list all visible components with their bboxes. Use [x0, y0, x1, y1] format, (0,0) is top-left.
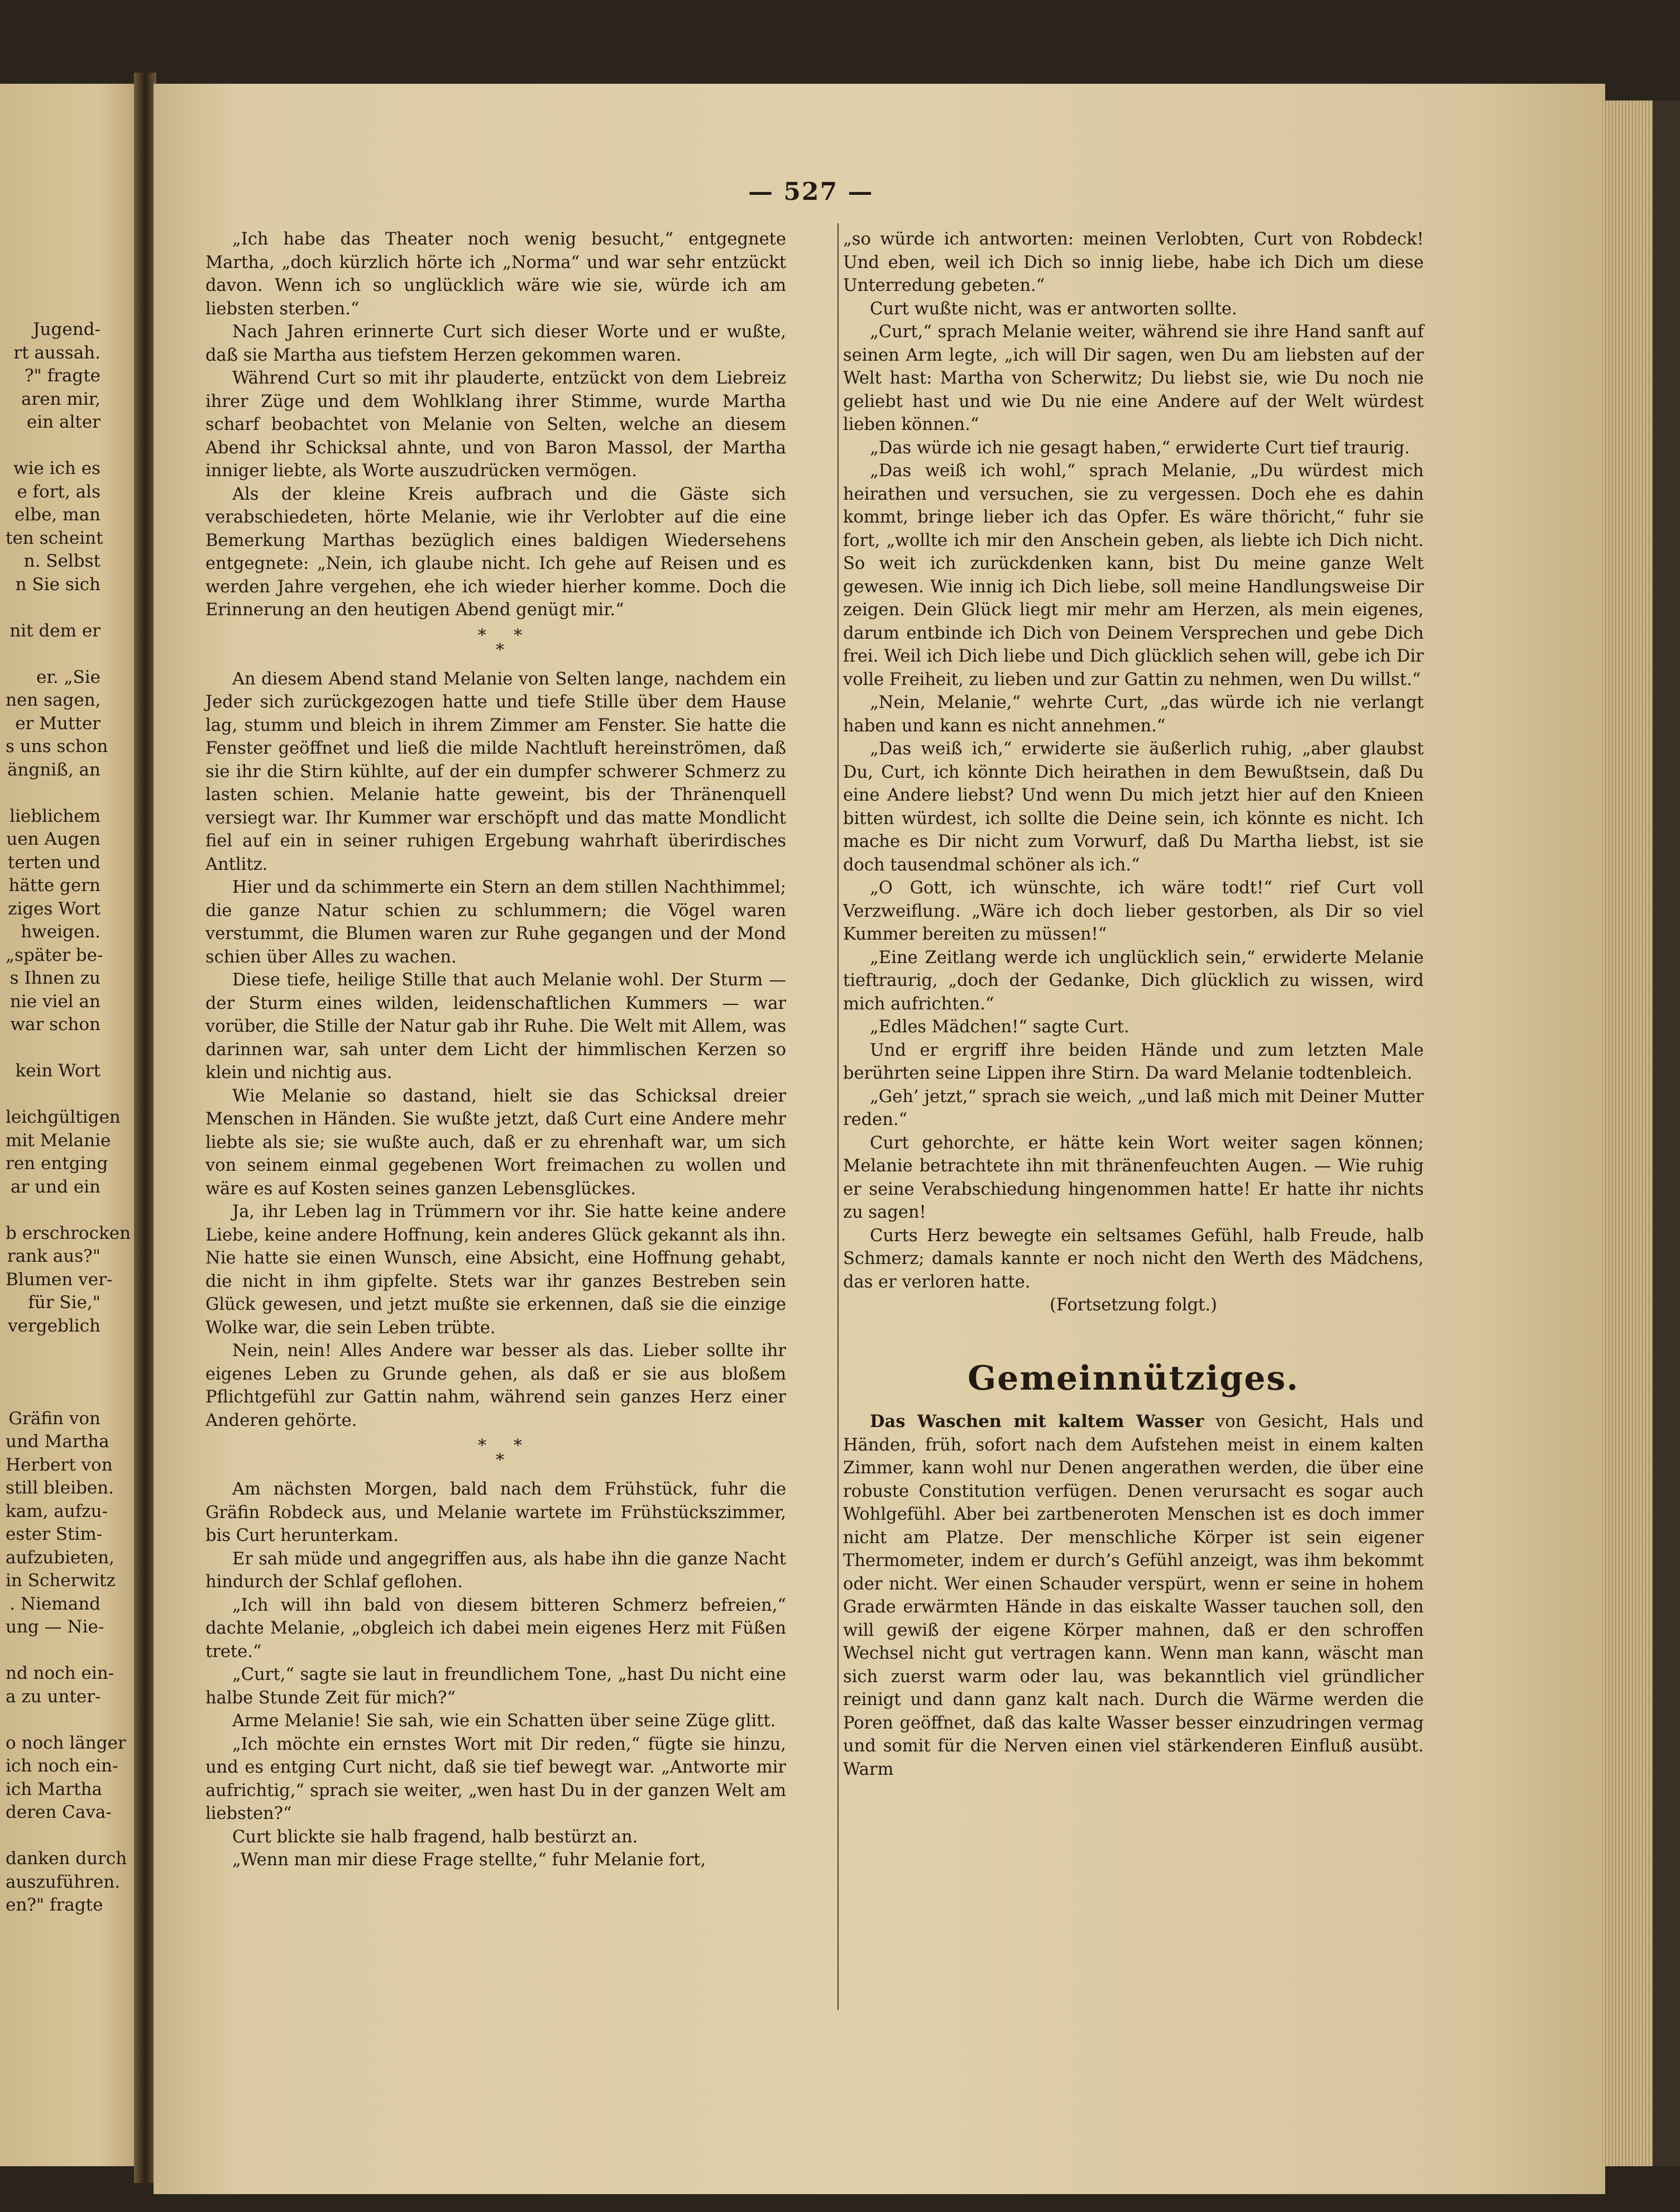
- paragraph: Curt gehorchte, er hätte kein Wort weiter sagen können; Melanie betrachtete ihn mit thränenfeuchten Augen. — Wie ruhig er seine Verabschiedung hingenommen hatte! Er hatte ihr nichts zu sagen!: [843, 1133, 1424, 1222]
- left-page-fragment-line: ziges Wort: [8, 898, 100, 919]
- section-break-stars: * * *: [478, 1436, 522, 1470]
- left-page-fragment-line: hweigen.: [21, 922, 100, 942]
- left-page-fragment-line: ein alter: [26, 412, 100, 432]
- left-page-fragment-line: ren entging: [6, 1153, 108, 1174]
- left-page-fragment-line: ich noch ein-: [6, 1756, 118, 1776]
- paragraph: „Wenn man mir diese Frage stellte,“ fuhr Melanie fort,: [232, 1850, 706, 1870]
- paragraph: „Das weiß ich wohl,“ sprach Melanie, „Du würdest mich heirathen und versuchen, sie zu vergessen. Doch ehe es dahin kommt, bringe lieber ich das Opfer. Es wäre thöricht,“ fuhr sie fort, „wollte ich mir den Anschein geben, als liebte ich Dich nicht. So weit ich zurückdenken kann, bist Du meine ganze Welt gewesen. Wie innig ich Dich liebe, soll meine Handlungsweise Dir zeigen. Dein Glück liegt mir mehr am Herzen, als mein eigenes, darum entbinde ich Dich von Deinem Versprechen und gebe Dich frei. Weil ich Dich liebe und Dich glücklich sehen will, gebe ich Dir volle Freiheit, zu lieben und zur Gattin zu nehmen, wen Du willst.“: [843, 461, 1424, 690]
- section-heading: Gemeinnütziges.: [967, 1358, 1300, 1398]
- left-page-fragment-line: [6, 1199, 100, 1222]
- left-page-fragment-line: nen sagen,: [6, 690, 101, 710]
- paragraph: „Das würde ich nie gesagt haben,“ erwiderte Curt tief traurig.: [870, 438, 1410, 458]
- left-page-fragment-line: ten scheint: [6, 528, 103, 548]
- left-page-fragment-line: [6, 1825, 100, 1848]
- left-page-fragment-line: [6, 1037, 100, 1060]
- column-divider: [837, 223, 839, 2010]
- left-page-fragment-line: Herbert von: [6, 1454, 113, 1475]
- left-page: [0, 84, 140, 2166]
- paragraph: „so würde ich antworten: meinen Verlobten, Curt von Robdeck! Und eben, weil ich Dich so innig liebe, habe ich Dich um diese Unterredung gebeten.“: [843, 229, 1424, 295]
- left-page-fragment-line: ängniß, an: [7, 759, 100, 780]
- article-lead: Das Waschen mit kaltem Wasser: [870, 1411, 1204, 1431]
- left-page-fragment-line: danken durch: [6, 1849, 127, 1869]
- left-page-fragment-line: deren Cava-: [6, 1802, 112, 1822]
- paragraph: Er sah müde und angegriffen aus, als habe ihn die ganze Nacht hindurch der Schlaf geflohen.: [205, 1549, 786, 1592]
- paragraph: Hier und da schimmerte ein Stern an dem stillen Nachthimmel; die ganze Natur schien zu schlummern; die Vögel waren verstummt, die Blumen waren zur Ruhe gegangen und der Mond schien über Alles zu wachen.: [205, 878, 786, 967]
- left-page-fragment-line: war schon: [10, 1014, 100, 1035]
- left-page-fragment-line: en?" fragte: [6, 1895, 103, 1915]
- left-page-fragment-line: mit Melanie: [6, 1130, 111, 1151]
- left-page-fragment-line: n. Selbst: [23, 551, 100, 571]
- left-page-fragment-line: rt aussah.: [13, 342, 100, 363]
- paragraph: Am nächsten Morgen, bald nach dem Frühstück, fuhr die Gräfin Robdeck aus, und Melanie wartete im Frühstückszimmer, bis Curt herunterkam.: [205, 1480, 786, 1545]
- left-page-fragment-line: b erschrocken: [6, 1223, 131, 1243]
- paragraph: „Curt,“ sagte sie laut in freundlichem Tone, „hast Du nicht eine halbe Stunde Zeit für mich?“: [205, 1665, 786, 1708]
- left-page-fragment-line: [6, 643, 100, 666]
- paragraph: Curt wußte nicht, was er antworten sollte.: [870, 299, 1237, 319]
- paragraph: „Edles Mädchen!“ sagte Curt.: [870, 1017, 1129, 1037]
- text-column-right: [843, 228, 1424, 1781]
- left-page-fragment-line: und Martha: [6, 1431, 109, 1452]
- left-page-fragment-line: [6, 1083, 100, 1107]
- left-page-fragment-line: lieblichem: [9, 806, 100, 826]
- paragraph: Nein, nein! Alles Andere war besser als das. Lieber sollte ihr eigenes Leben zu Grunde gehen, als daß er sie aus bloßem Pflichtgefühl zur Gattin nahm, während sein ganzes Herz einer Anderen gehörte.: [205, 1341, 786, 1430]
- left-page-fragment-line: . Niemand: [9, 1593, 100, 1614]
- paragraph: Arme Melanie! Sie sah, wie ein Schatten über seine Züge glitt.: [232, 1711, 776, 1731]
- left-page-fragment-line: elbe, man: [14, 505, 100, 525]
- left-page-fragment-line: [6, 782, 100, 805]
- left-page-fragments: [6, 318, 131, 1917]
- left-page-fragment-line: a zu unter-: [6, 1686, 101, 1707]
- left-page-fragment-line: [6, 1708, 100, 1732]
- left-page-fragment-line: [6, 1639, 100, 1663]
- paragraph: Curts Herz bewegte ein seltsames Gefühl, halb Freude, halb Schmerz; damals kannte er noch nicht den Werth des Mädchens, das er verloren hatte.: [843, 1225, 1424, 1292]
- left-page-fragment-line: rank aus?": [7, 1246, 100, 1266]
- left-page-fragment-line: ester Stim-: [6, 1524, 103, 1544]
- left-page-fragment-line: leichgültigen: [6, 1107, 121, 1127]
- section-break-stars: * * *: [478, 625, 522, 660]
- left-page-fragment-line: e fort, als: [17, 481, 100, 502]
- paragraph: „Geh’ jetzt,“ sprach sie weich, „und laß mich mit Deiner Mutter reden.“: [843, 1086, 1424, 1129]
- page-number: — 527 —: [748, 178, 874, 206]
- left-page-fragment-line: Jugend-: [33, 319, 100, 339]
- paragraph: „Nein, Melanie,“ wehrte Curt, „das würde ich nie verlangt haben und kann es nicht annehmen.“: [843, 693, 1424, 736]
- left-page-fragment-line: nd noch ein-: [6, 1663, 114, 1683]
- left-page-fragment-line: s uns schon: [6, 736, 108, 757]
- left-page-fragment-line: nit dem er: [9, 620, 100, 641]
- paragraph: „Eine Zeitlang werde ich unglücklich sein,“ erwiderte Melanie tieftraurig, „doch der Gedanke, Dich glücklich zu wissen, wird mich aufrichten.“: [843, 947, 1424, 1014]
- left-page-fragment-line: n Sie sich: [15, 574, 100, 595]
- left-page-fragment-line: uen Augen: [6, 829, 100, 849]
- paragraph: Ja, ihr Leben lag in Trümmern vor ihr. Sie hatte keine andere Liebe, keine andere Hoffnung, kein anderes Glück gekannt als ihn. Nie hatte sie einen Wunsch, eine Absicht, eine Hoffnung gehabt, die nicht in ihm gipfelte. Stets war ihr ganzes Bestreben sein Glück gewesen, und jetzt mußte sie erkennen, daß sie die einzige Wolke war, die sein Leben trübte.: [205, 1202, 786, 1338]
- paragraph: Diese tiefe, heilige Stille that auch Melanie wohl. Der Sturm — der Sturm eines wilden, leidenschaftlichen Kummers — war vorüber, die Stille der Natur gab ihr Ruhe. Die Welt mit Allem, was darinnen war, sah unter dem Licht der himmlischen Kerzen so klein und nichtig aus.: [205, 970, 786, 1083]
- book-gutter: [134, 73, 156, 2183]
- left-page-fragment-line: kein Wort: [15, 1061, 100, 1081]
- left-page-fragment-line: [6, 434, 100, 458]
- paragraph: Und er ergriff ihre beiden Hände und zum letzten Male berührten seine Lippen ihre Stirn. Da ward Melanie todtenbleich.: [843, 1040, 1424, 1083]
- left-page-fragment-line: terten und: [7, 852, 100, 873]
- left-page-fragment-line: auszuführen.: [6, 1871, 121, 1892]
- left-page-fragment-line: [6, 1384, 100, 1407]
- paragraph: „Das weiß ich,“ erwiderte sie äußerlich ruhig, „aber glaubst Du, Curt, ich könnte Dich heirathen in dem Bewußtsein, daß Du eine Andere liebst? Und wenn Du mich jetzt hier auf den Knieen bitten würdest, ich sollte die Deine sein, ich könnte es nicht. Ich mache es Dir nicht zum Vorwurf, daß Du Martha liebst, ist sie doch tausendmal schöner als ich.“: [843, 739, 1424, 875]
- paragraph: „O Gott, ich wünschte, ich wäre todt!“ rief Curt voll Verzweiflung. „Wäre ich doch lieber gestorben, als Dir so viel Kummer bereiten zu müssen!“: [843, 878, 1424, 944]
- left-page-fragment-line: „später be-: [6, 945, 103, 965]
- paragraph: „Ich habe das Theater noch wenig besucht,“ entgegnete Martha, „doch kürzlich hörte ich „Norma“ und war sehr entzückt davon. Wenn ich so unglücklich wäre wie sie, würde ich am liebsten sterben.“: [205, 229, 786, 319]
- left-page-fragment-line: hätte gern: [8, 875, 100, 896]
- paragraph: Curt blickte sie halb fragend, halb bestürzt an.: [232, 1827, 638, 1847]
- article-text: von Gesicht, Hals und Händen, früh, sofort nach dem Aufstehen meist in einem kalten Zimmer, kann wohl nur Denen angerathen werden, die über eine robuste Constitution verfügen. Denen verursacht es sogar auch Wohlgefühl. Aber bei zartbeneroten Menschen ist es doch immer nicht am Platze. Der menschliche Körper ist sein eigener Thermometer, indem er durch’s Gefühl anzeigt, was ihm bekommt oder nicht. Wer einen Schauder verspürt, wenn er seine in hohem Grade erwärmten Hände in das eiskalte Wasser tauchen soll, den will gewiß der eigene Körper mahnen, daß er den schroffen Wechsel nicht gut vertragen kann. Wenn man kann, wäscht man sich zuerst warm oder lau, was bekanntlich viel gründlicher reinigt und dann ganz kalt nach. Durch die Wärme werden die Poren geöffnet, daß das kalte Wasser besser einzudringen vermag und somit für die Nerven einen viel stärkenderen Einfluß ausübt. Warm: [843, 1412, 1424, 1779]
- left-page-fragment-line: [6, 596, 100, 620]
- left-page-fragment-line: aufzubieten,: [6, 1547, 114, 1568]
- left-page-fragment-line: s Ihnen zu: [9, 968, 100, 988]
- left-page-fragment-line: wie ich es: [13, 458, 100, 478]
- left-page-fragment-line: er. „Sie: [36, 667, 100, 687]
- left-page-fragment-line: Blumen ver-: [6, 1269, 113, 1290]
- left-page-fragment-line: [6, 1361, 100, 1385]
- left-page-fragment-line: er Mutter: [15, 713, 100, 734]
- left-page-fragment-line: nie viel an: [9, 991, 100, 1012]
- paragraph: An diesem Abend stand Melanie von Selten lange, nachdem ein Jeder sich zurückgezogen hatte und tiefe Stille über dem Hause lag, stumm und bleich in ihrem Zimmer am Fenster. Sie hatte die Fenster geöffnet und ließ die milde Nachtluft hereinströmen, daß sie ihr die Stirn kühlte, auf der ein dumpfer schwerer Schmerz zu lasten schien. Melanie hatte geweint, bis der Thränenquell versiegt war. Ihr Kummer war erschöpft und das matte Mondlicht fiel auf ein in seiner ruhigen Ergebung wahrhaft überirdisches Antlitz.: [205, 669, 786, 874]
- left-page-fragment-line: vergeblich: [8, 1315, 100, 1336]
- text-column-left: [205, 228, 786, 1872]
- paragraph: „Ich möchte ein ernstes Wort mit Dir reden,“ fügte sie hinzu, und es entging Curt nicht, daß sie tief bewegt war. „Antworte mir aufrichtig,“ sprach sie weiter, „wen hast Du in der ganzen Welt am liebsten?“: [205, 1734, 786, 1823]
- left-page-fragment-line: in Scherwitz: [6, 1571, 116, 1591]
- paragraph: „Ich will ihn bald von diesem bitteren Schmerz befreien,“ dachte Melanie, „obgleich ich dabei mein eigenes Herz mit Füßen trete.“: [205, 1595, 786, 1662]
- left-page-fragment-line: für Sie,": [28, 1292, 100, 1313]
- paragraph: Während Curt so mit ihr plauderte, entzückt von dem Liebreiz ihrer Züge und dem Wohlklang ihrer Stimme, wurde Martha scharf beobachtet von Melanie von Selten, welche an diesem Abend ihr Schicksal ahnte, und von Baron Massol, der Martha inniger liebte, als Worte auszudrücken vermögen.: [205, 368, 786, 481]
- left-page-fragment-line: ar und ein: [10, 1176, 100, 1197]
- left-page-fragment-line: ?" fragte: [24, 366, 100, 386]
- left-page-fragment-line: ung — Nie-: [6, 1617, 104, 1637]
- paragraph: Wie Melanie so dastand, hielt sie das Schicksal dreier Menschen in Händen. Sie wußte jetzt, daß Curt eine Andere mehr liebte als sie; sie wußte auch, daß er zu ehrenhaft war, um sich von seinem einmal gegebenen Wort freimachen zu wollen und wäre es auf Kosten seines ganzen Lebensglückes.: [205, 1086, 786, 1199]
- left-page-fragment-line: still bleiben.: [6, 1478, 114, 1498]
- paragraph: Als der kleine Kreis aufbrach und die Gäste sich verabschiedeten, hörte Melanie, wie ihr Verlobter auf die eine Bemerkung Marthas bezüglich eines baldigen Wiedersehens entgegnete: „Nein, ich glaube nicht. Ich gehe auf Reisen und es werden Jahre vergehen, ehe ich wieder hierher komme. Doch die Erinnerung an den heutigen Abend genügt mir.“: [205, 484, 786, 620]
- paragraph: Nach Jahren erinnerte Curt sich dieser Worte und er wußte, daß sie Martha aus tiefstem Herzen gekommen waren.: [205, 322, 786, 365]
- left-page-fragment-line: Gräfin von: [8, 1408, 100, 1429]
- book-cover-edge: [1653, 100, 1680, 2166]
- left-page-fragment-line: aren mir,: [21, 389, 100, 409]
- left-page-fragment-line: o noch länger: [6, 1732, 126, 1753]
- left-page-fragment-line: kam, aufzu-: [6, 1501, 108, 1521]
- continuation-note: (Fortsetzung folgt.): [1050, 1295, 1217, 1315]
- paragraph: „Curt,“ sprach Melanie weiter, während sie ihre Hand sanft auf seinen Arm legte, „ich will Dir sagen, wen Du am liebsten auf der Welt hast: Martha von Scherwitz; Du liebst sie, wie Du noch nie geliebt hast und wie Du nie eine Andere auf der Welt würdest lieben können.“: [843, 322, 1424, 434]
- left-page-fragment-line: ich Martha: [6, 1779, 103, 1799]
- left-page-fragment-line: [6, 1338, 100, 1361]
- article-paragraph: [843, 1410, 1424, 1781]
